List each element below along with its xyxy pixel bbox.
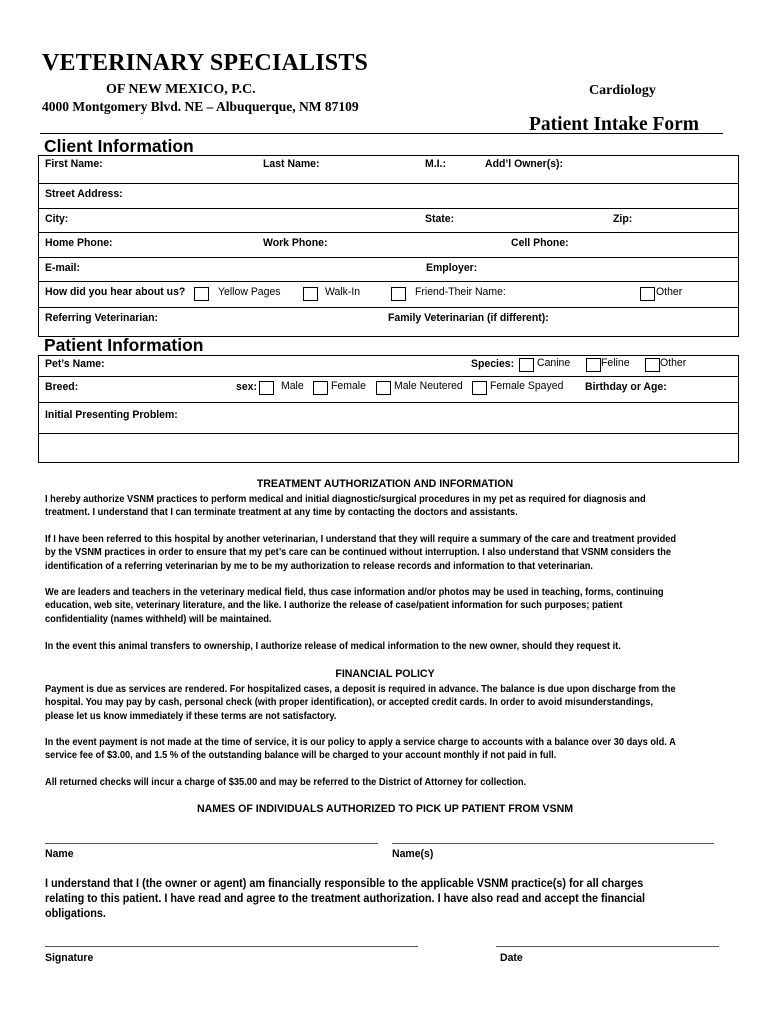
yellow-pages-checkbox[interactable]: [194, 287, 209, 301]
species-label: Species:: [471, 358, 515, 370]
date-line[interactable]: [496, 946, 719, 947]
friend-checkbox[interactable]: [391, 287, 406, 301]
pickup-names-label: Name(s): [392, 848, 434, 860]
pickup-name-line[interactable]: [45, 843, 378, 844]
signature-line[interactable]: [45, 946, 418, 947]
zip-label: Zip:: [613, 213, 633, 225]
cell-phone-label: Cell Phone:: [511, 237, 569, 249]
financial-paragraph-2: In the event payment is not made at the time of service, it is our policy to apply a service charge to accounts with a balance over 30 days old. A service fee of $3.00, and 1.5 % of the outstanding balance will be charged to your account monthly if not paid in full.: [45, 737, 676, 762]
header-rule: [40, 133, 723, 134]
patient-section-title: Patient Information: [44, 335, 204, 355]
feline-label: Feline: [601, 357, 630, 369]
referral-source-label: How did you hear about us?: [45, 286, 186, 298]
additional-owners-label: Add’l Owner(s):: [485, 158, 564, 170]
financial-agreement-text: I understand that I (the owner or agent) am financially responsible to the applicable VSNM practice(s) for all charges relating to this patient. I have read and agree to the treatment authorization. I have also read and accept the financial obligations.: [45, 876, 646, 920]
first-name-label: First Name:: [45, 158, 103, 170]
work-phone-label: Work Phone:: [263, 237, 328, 249]
financial-paragraph-3: All returned checks will incur a charge of $35.00 and may be referred to the District of Attorney for collection.: [45, 777, 527, 788]
family-vet-label: Family Veterinarian (if different):: [388, 312, 549, 324]
male-neutered-label: Male Neutered: [394, 380, 463, 392]
treatment-paragraph-4: In the event this animal transfers to ownership, I authorize release of medical information to the new owner, should they request it.: [45, 641, 621, 652]
practice-logo: [42, 50, 368, 77]
other-species-checkbox[interactable]: [645, 358, 660, 372]
other-referral-checkbox[interactable]: [640, 287, 655, 301]
financial-paragraph-1: Payment is due as services are rendered. For hospitalized cases, a deposit is required in advance. The balance is due upon discharge from the hospital. You may pay by cash, personal check (with proper identification), or accepted credit cards. In order to avoid misunderstandings, please let us know immediately if these terms are not satisfactory.: [45, 684, 676, 722]
practice-name: VETERINARY SPECIALISTS: [42, 50, 369, 76]
department-label: Cardiology: [589, 83, 656, 98]
female-checkbox[interactable]: [313, 381, 328, 395]
female-spayed-label: Female Spayed: [490, 380, 564, 392]
other-species-label: Other: [660, 357, 687, 369]
male-label: Male: [281, 380, 304, 392]
home-phone-label: Home Phone:: [45, 237, 113, 249]
friend-label: Friend-Their Name:: [415, 286, 506, 298]
canine-label: Canine: [537, 357, 571, 369]
treatment-paragraph-1: I hereby authorize VSNM practices to perform medical and initial diagnostic/surgical procedures in my pet as required for diagnosis and treatment. I understand that I can terminate treatment at any time by contacting the doctors and assistants.: [45, 494, 646, 519]
treatment-paragraph-2: If I have been referred to this hospital by another veterinarian, I understand that they will require a summary of the care and treatment provided by the VSNM practices in order to ensure that my pet’s care can be continued without interruption. I also understand that VSNM considers the identification of a referring veterinarian by me to be my authorization to release records and information to that veterinarian.: [45, 534, 677, 572]
presenting-problem-label: Initial Presenting Problem:: [45, 409, 178, 421]
walk-in-label: Walk-In: [325, 286, 361, 298]
pickup-name-label: Name: [45, 848, 74, 860]
state-label: State:: [425, 213, 455, 225]
walk-in-checkbox[interactable]: [303, 287, 318, 301]
practice-address: 4000 Montgomery Blvd. NE – Albuquerque, NM 87109: [42, 99, 359, 114]
client-section-title: Client Information: [44, 136, 194, 156]
street-address-label: Street Address:: [45, 188, 123, 200]
email-label: E-mail:: [45, 262, 80, 274]
sex-label: sex:: [236, 381, 257, 393]
signature-label: Signature: [45, 952, 94, 964]
breed-label: Breed:: [45, 381, 79, 393]
male-checkbox[interactable]: [259, 381, 274, 395]
practice-subtitle: OF NEW MEXICO, P.C.: [106, 82, 256, 97]
treatment-paragraph-3: We are leaders and teachers in the veterinary medical field, thus case information and/or photos may be used in teaching, forms, continuing education, web site, veterinary literature, and the like. I authorize the release of case/patient information for such purposes; patient confidentiality (names withheld) will be maintained.: [45, 587, 664, 625]
male-neutered-checkbox[interactable]: [376, 381, 391, 395]
middle-initial-label: M.I.:: [425, 158, 446, 170]
form-title: Patient Intake Form: [529, 114, 700, 135]
referring-vet-label: Referring Veterinarian:: [45, 312, 158, 324]
yellow-pages-label: Yellow Pages: [218, 286, 281, 298]
other-referral-label: Other: [656, 286, 683, 298]
pet-name-label: Pet’s Name:: [45, 358, 105, 370]
feline-checkbox[interactable]: [586, 358, 601, 372]
pickup-names-line[interactable]: [392, 843, 714, 844]
treatment-heading: TREATMENT AUTHORIZATION AND INFORMATION: [256, 478, 514, 490]
pickup-heading: NAMES OF INDIVIDUALS AUTHORIZED TO PICK UP PATIENT FROM VSNM: [196, 803, 574, 815]
female-spayed-checkbox[interactable]: [472, 381, 487, 395]
canine-checkbox[interactable]: [519, 358, 534, 372]
birthday-age-label: Birthday or Age:: [585, 381, 667, 393]
city-label: City:: [45, 213, 69, 225]
employer-label: Employer:: [426, 262, 478, 274]
female-label: Female: [331, 380, 366, 392]
date-label: Date: [500, 952, 523, 964]
financial-heading: FINANCIAL POLICY: [335, 668, 435, 680]
last-name-label: Last Name:: [263, 158, 320, 170]
